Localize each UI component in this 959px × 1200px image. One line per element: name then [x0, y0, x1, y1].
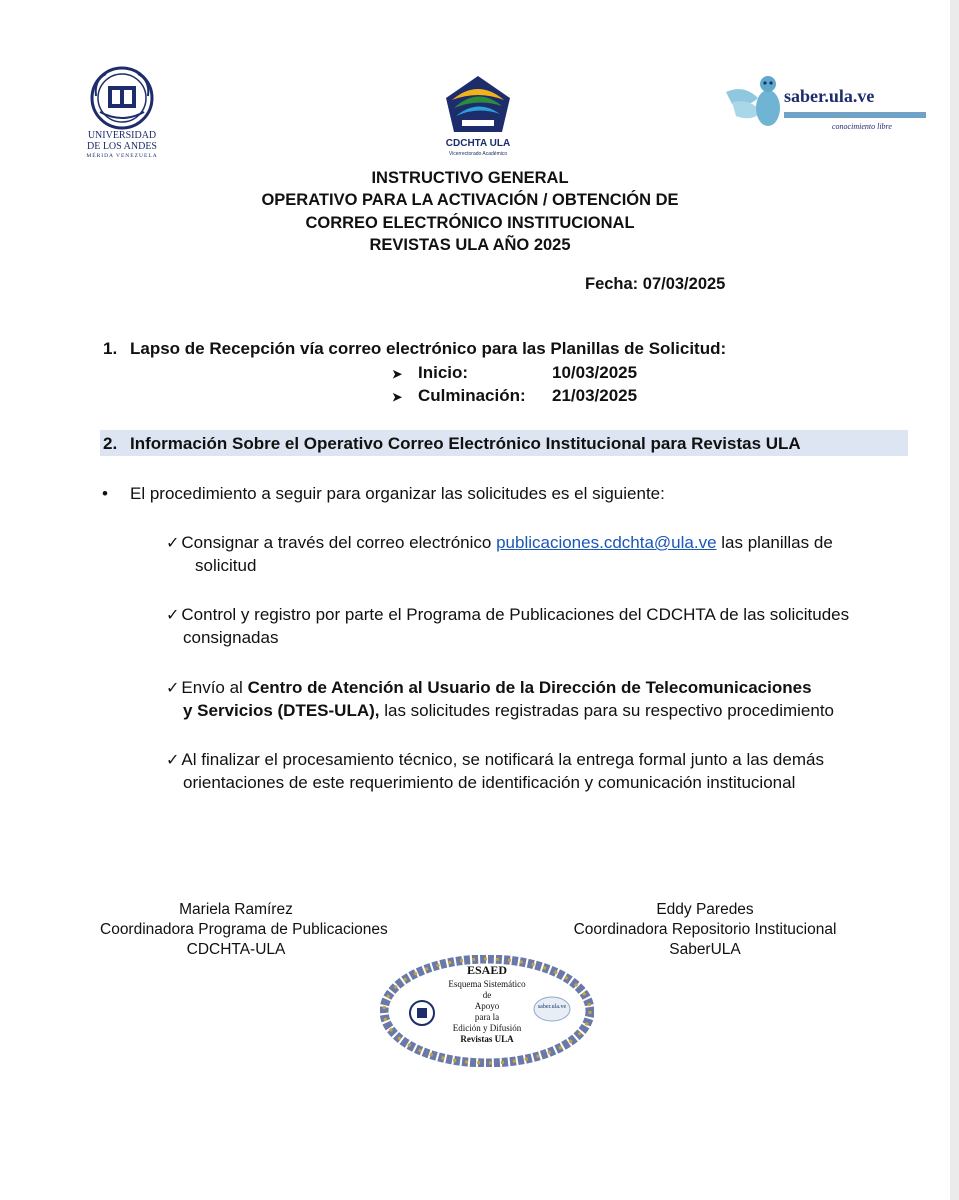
section-1-number: 1.	[103, 339, 118, 358]
step-1-line-2: solicitud	[195, 556, 257, 575]
start-label: Inicio:	[418, 363, 469, 382]
esaed-line-2: de	[482, 990, 492, 1000]
step-1-pre: Consignar a través del correo electrónico	[181, 533, 497, 552]
step-3-post: las solicitudes registradas para su respectivo procedimiento	[379, 701, 835, 720]
signature-left-role-block	[100, 920, 420, 940]
cdchta-logo-sub: Vicerrectorado Académico	[448, 151, 508, 157]
step-4	[166, 748, 824, 772]
esaed-line-4: para la	[474, 1012, 500, 1022]
arrow-bullet-icon: ➤	[392, 390, 403, 404]
title-line-2: OPERATIVO PARA LA ACTIVACIÓN / OBTENCIÓN DE	[261, 191, 679, 209]
step-1	[166, 531, 833, 555]
cdchta-logo-name: CDCHTA ULA	[445, 138, 511, 149]
signature-right-name: Eddy Paredes	[656, 901, 754, 918]
step-3	[166, 676, 812, 700]
step-2-line-2: consignadas	[183, 628, 279, 647]
round-bullet-icon: •	[102, 484, 108, 503]
ula-logo-line3: MÉRIDA VENEZUELA	[86, 153, 158, 159]
end-label: Culminación:	[418, 386, 526, 405]
checkmark-icon: ✓	[166, 607, 180, 624]
ula-logo-line2: DE LOS ANDES	[86, 141, 157, 152]
ula-logo	[82, 66, 162, 162]
saber-logo-divider	[784, 112, 926, 118]
saber-ula-logo	[722, 66, 938, 144]
section-2-number: 2.	[103, 434, 118, 453]
signature-right-role: Coordinadora Repositorio Institucional	[573, 921, 837, 938]
title-line-1: INSTRUCTIVO GENERAL	[371, 169, 569, 187]
email-link[interactable]: publicaciones.cdchta@ula.ve	[496, 533, 717, 552]
arrow-bullet-icon: ➤	[392, 367, 403, 381]
owl-icon	[722, 68, 792, 138]
start-date: 10/03/2025	[552, 363, 638, 382]
section-1-heading-text: Lapso de Recepción vía correo electrónico para las Planillas de Solicitud:	[130, 339, 727, 358]
section-1-item-start	[392, 361, 637, 386]
esaed-line-3: Apoyo	[474, 1001, 500, 1011]
signature-left-org: CDCHTA-ULA	[186, 941, 286, 958]
signature-right-org: SaberULA	[669, 941, 741, 958]
signature-right	[560, 900, 850, 960]
step-4-line-1: Al finalizar el procesamiento técnico, se notificará la entrega formal junto a las demás	[181, 750, 824, 769]
esaed-line-1: Esquema Sistemático	[448, 979, 526, 989]
step-4-line-2: orientaciones de este requerimiento de identificación y comunicación institucional	[183, 773, 796, 792]
esaed-title: ESAED	[466, 963, 507, 977]
step-2	[166, 603, 849, 627]
end-date: 21/03/2025	[552, 386, 638, 405]
signature-left	[100, 900, 372, 920]
esaed-line-6: Revistas ULA	[460, 1034, 514, 1044]
title-line-4: REVISTAS ULA AÑO 2025	[369, 236, 571, 254]
step-3-bold-1: Centro de Atención al Usuario de la Dirección de Telecomunicaciones	[247, 678, 812, 697]
ula-logo-line1: UNIVERSIDAD	[87, 130, 157, 141]
esaed-badge	[380, 955, 594, 1067]
section-1-heading	[103, 337, 726, 360]
cdchta-logo	[438, 72, 518, 164]
signature-left-org-block	[100, 940, 372, 960]
step-3-pre: Envío al	[181, 678, 248, 697]
step-3-bold-2: y Servicios (DTES-ULA),	[183, 701, 380, 720]
document-date: Fecha: 07/03/2025	[585, 275, 726, 293]
section-1-item-end	[392, 384, 637, 409]
section-2-heading	[103, 432, 801, 455]
step-3-line-2	[183, 699, 834, 722]
step-1-post: las planillas de	[716, 533, 833, 552]
procedure-intro-text: El procedimiento a seguir para organizar las solicitudes es el siguiente:	[130, 484, 665, 503]
esaed-line-5: Edición y Difusión	[452, 1023, 522, 1033]
signature-left-role: Coordinadora Programa de Publicaciones	[100, 921, 388, 938]
checkmark-icon: ✓	[166, 752, 180, 769]
signature-left-name: Mariela Ramírez	[179, 901, 293, 918]
esaed-saber-badge: saber.ula.ve	[537, 1004, 567, 1010]
section-2-heading-text: Información Sobre el Operativo Correo Electrónico Institucional para Revistas ULA	[130, 434, 801, 453]
title-line-3: CORREO ELECTRÓNICO INSTITUCIONAL	[305, 214, 635, 232]
checkmark-icon: ✓	[166, 535, 180, 552]
checkmark-icon: ✓	[166, 680, 180, 697]
procedure-intro	[102, 482, 665, 505]
saber-logo-name: saber.ula.ve	[784, 86, 875, 106]
step-2-line-1: Control y registro por parte el Programa de Publicaciones del CDCHTA de las solicitudes	[181, 605, 850, 624]
saber-logo-tagline: conocimiento libre	[832, 122, 892, 131]
cdchta-emblem-icon	[438, 72, 518, 138]
ula-seal-icon	[82, 66, 162, 132]
